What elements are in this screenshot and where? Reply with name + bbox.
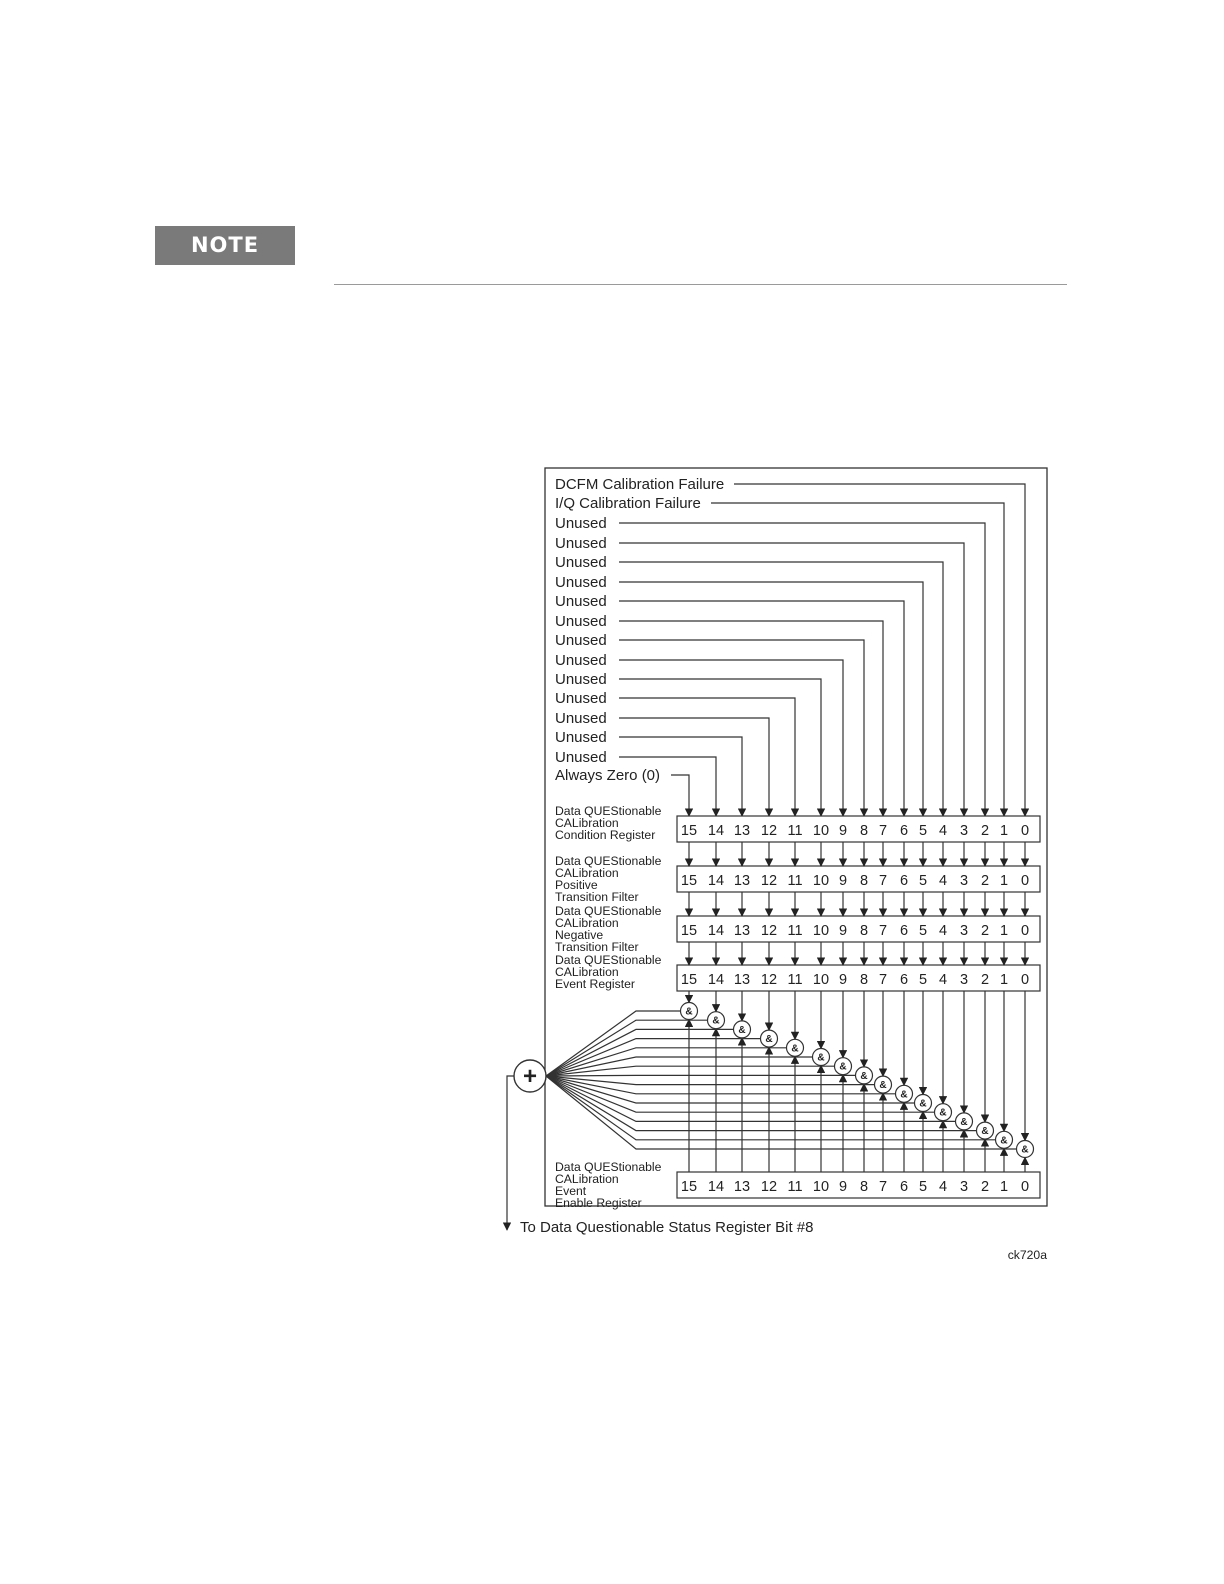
bit-label: 12 (760, 823, 778, 839)
output-label: To Data Questionable Status Register Bit #8 (520, 1219, 814, 1236)
and-to-or-line (546, 1029, 734, 1076)
signal-label: Always Zero (0) (555, 767, 661, 784)
bit-label: 7 (878, 923, 888, 939)
and-gate-symbol: & (1021, 1144, 1029, 1156)
and-gate-symbol: & (765, 1034, 773, 1046)
and-gate-symbol: & (960, 1116, 968, 1128)
register-label: Negative (555, 928, 604, 942)
bit-label: 13 (733, 972, 751, 988)
bit-label: 9 (838, 873, 848, 889)
bit-label: 10 (812, 1179, 830, 1195)
register-label: CALibration (555, 965, 619, 979)
and-to-or-line (546, 1076, 956, 1121)
bit-label: 4 (938, 972, 948, 988)
signal-label: Unused (555, 574, 607, 591)
and-gate-symbol: & (738, 1024, 746, 1036)
bit-label: 5 (918, 823, 928, 839)
signal-label: Unused (555, 729, 607, 746)
bit-label: 15 (680, 873, 698, 889)
bit-label: 13 (733, 923, 751, 939)
bit-label: 3 (959, 923, 969, 939)
bit-label: 8 (859, 972, 869, 988)
bit-label: 12 (760, 923, 778, 939)
bit-label: 8 (859, 923, 869, 939)
bit-label: 2 (980, 823, 990, 839)
bit-label: 11 (787, 923, 803, 939)
register-label: CALibration (555, 866, 619, 880)
register-label: Data QUEStionable (555, 854, 662, 868)
note-badge: NOTE (155, 226, 295, 265)
bit-label: 2 (980, 1179, 990, 1195)
signal-line (619, 582, 923, 816)
and-gate-symbol: & (712, 1015, 720, 1027)
and-gate-symbol: & (1000, 1135, 1008, 1147)
signal-line (619, 562, 943, 816)
bit-label: 6 (899, 923, 909, 939)
register-label: Transition Filter (555, 890, 639, 904)
signal-line (619, 679, 821, 816)
signal-line (734, 484, 1025, 816)
bit-label: 9 (838, 823, 848, 839)
bit-label: 7 (878, 1179, 888, 1195)
bit-label: 0 (1020, 972, 1030, 988)
bit-label: 15 (680, 923, 698, 939)
register-label: CALibration (555, 916, 619, 930)
bit-label: 4 (938, 1179, 948, 1195)
bit-label: 9 (838, 972, 848, 988)
bit-label: 0 (1020, 1179, 1030, 1195)
bit-label: 8 (859, 873, 869, 889)
bit-label: 3 (959, 972, 969, 988)
signal-line (619, 601, 904, 816)
bit-label: 14 (707, 923, 725, 939)
signal-line (619, 660, 843, 816)
register-label: Positive (555, 878, 598, 892)
register-label: Event (555, 1184, 587, 1198)
bit-label: 8 (859, 1179, 869, 1195)
register-label: Data QUEStionable (555, 1160, 662, 1174)
register-label: Data QUEStionable (555, 953, 662, 967)
and-gate-symbol: & (919, 1098, 927, 1110)
bit-label: 9 (838, 1179, 848, 1195)
figure-id: ck720a (1007, 1248, 1047, 1262)
bit-label: 6 (899, 823, 909, 839)
register-label: Transition Filter (555, 940, 639, 954)
and-to-or-line (546, 1075, 856, 1076)
bit-label: 13 (733, 823, 751, 839)
bit-label: 15 (680, 1179, 698, 1195)
or-gate-symbol: + (522, 1063, 538, 1090)
signal-label: Unused (555, 671, 607, 688)
register-label: CALibration (555, 816, 619, 830)
bit-label: 5 (918, 923, 928, 939)
signal-label: Unused (555, 652, 607, 669)
signal-label: Unused (555, 749, 607, 766)
register-label: CALibration (555, 1172, 619, 1186)
bit-label: 4 (938, 823, 948, 839)
bit-label: 13 (733, 1179, 751, 1195)
bit-label: 6 (899, 972, 909, 988)
bit-label: 5 (918, 873, 928, 889)
signal-line (671, 775, 689, 816)
bit-label: 3 (959, 1179, 969, 1195)
bit-label: 0 (1020, 823, 1030, 839)
and-gate-symbol: & (879, 1080, 887, 1092)
bit-label: 1 (999, 873, 1009, 889)
bit-label: 14 (707, 1179, 725, 1195)
bit-label: 7 (878, 823, 888, 839)
bit-label: 6 (899, 1179, 909, 1195)
bit-label: 15 (680, 972, 698, 988)
and-to-or-line (546, 1076, 875, 1085)
bit-label: 4 (938, 873, 948, 889)
bit-label: 12 (760, 873, 778, 889)
bit-label: 1 (999, 823, 1009, 839)
bit-label: 8 (859, 823, 869, 839)
bit-label: 5 (918, 1179, 928, 1195)
bit-label: 3 (959, 823, 969, 839)
and-gate-symbol: & (939, 1107, 947, 1119)
bit-label: 1 (999, 1179, 1009, 1195)
bit-label: 12 (760, 972, 778, 988)
bit-label: 7 (878, 972, 888, 988)
bit-label: 11 (787, 972, 803, 988)
signal-label: I/Q Calibration Failure (555, 495, 701, 512)
bit-label: 3 (959, 873, 969, 889)
signal-label: Unused (555, 593, 607, 610)
bit-label: 10 (812, 823, 830, 839)
bit-label: 15 (680, 823, 698, 839)
bit-label: 2 (980, 972, 990, 988)
bit-label: 5 (918, 972, 928, 988)
register-label: Condition Register (555, 828, 656, 842)
bit-label: 11 (787, 823, 803, 839)
signal-label: Unused (555, 535, 607, 552)
bit-label: 11 (787, 873, 803, 889)
and-gate-symbol: & (900, 1089, 908, 1101)
bit-label: 13 (733, 873, 751, 889)
output-line (507, 1076, 514, 1230)
bit-label: 0 (1020, 873, 1030, 889)
register-label: Event Register (555, 977, 635, 991)
and-gate-symbol: & (860, 1070, 868, 1082)
and-gate-symbol: & (981, 1126, 989, 1138)
bit-label: 14 (707, 823, 725, 839)
bit-label: 11 (787, 1179, 803, 1195)
signal-line (619, 523, 985, 816)
bit-label: 9 (838, 923, 848, 939)
register-label: Data QUEStionable (555, 904, 662, 918)
signal-label: Unused (555, 613, 607, 630)
bit-label: 4 (938, 923, 948, 939)
signal-label: Unused (555, 632, 607, 649)
bit-label: 10 (812, 972, 830, 988)
and-gate-symbol: & (685, 1006, 693, 1018)
bit-label: 1 (999, 972, 1009, 988)
signal-label: Unused (555, 515, 607, 532)
and-gate-symbol: & (791, 1043, 799, 1055)
and-to-or-line (546, 1066, 835, 1076)
bit-label: 2 (980, 873, 990, 889)
bit-label: 0 (1020, 923, 1030, 939)
register-label: Data QUEStionable (555, 804, 662, 818)
signal-label: Unused (555, 710, 607, 727)
register-label: Enable Register (555, 1196, 642, 1210)
bit-label: 6 (899, 873, 909, 889)
bit-label: 2 (980, 923, 990, 939)
signal-label: Unused (555, 690, 607, 707)
and-gate-symbol: & (839, 1061, 847, 1073)
bit-label: 1 (999, 923, 1009, 939)
bit-label: 10 (812, 923, 830, 939)
and-gate-symbol: & (817, 1052, 825, 1064)
bit-label: 7 (878, 873, 888, 889)
bit-label: 14 (707, 972, 725, 988)
bit-label: 12 (760, 1179, 778, 1195)
signal-label: DCFM Calibration Failure (555, 476, 725, 493)
bit-label: 14 (707, 873, 725, 889)
signal-label: Unused (555, 554, 607, 571)
bit-label: 10 (812, 873, 830, 889)
